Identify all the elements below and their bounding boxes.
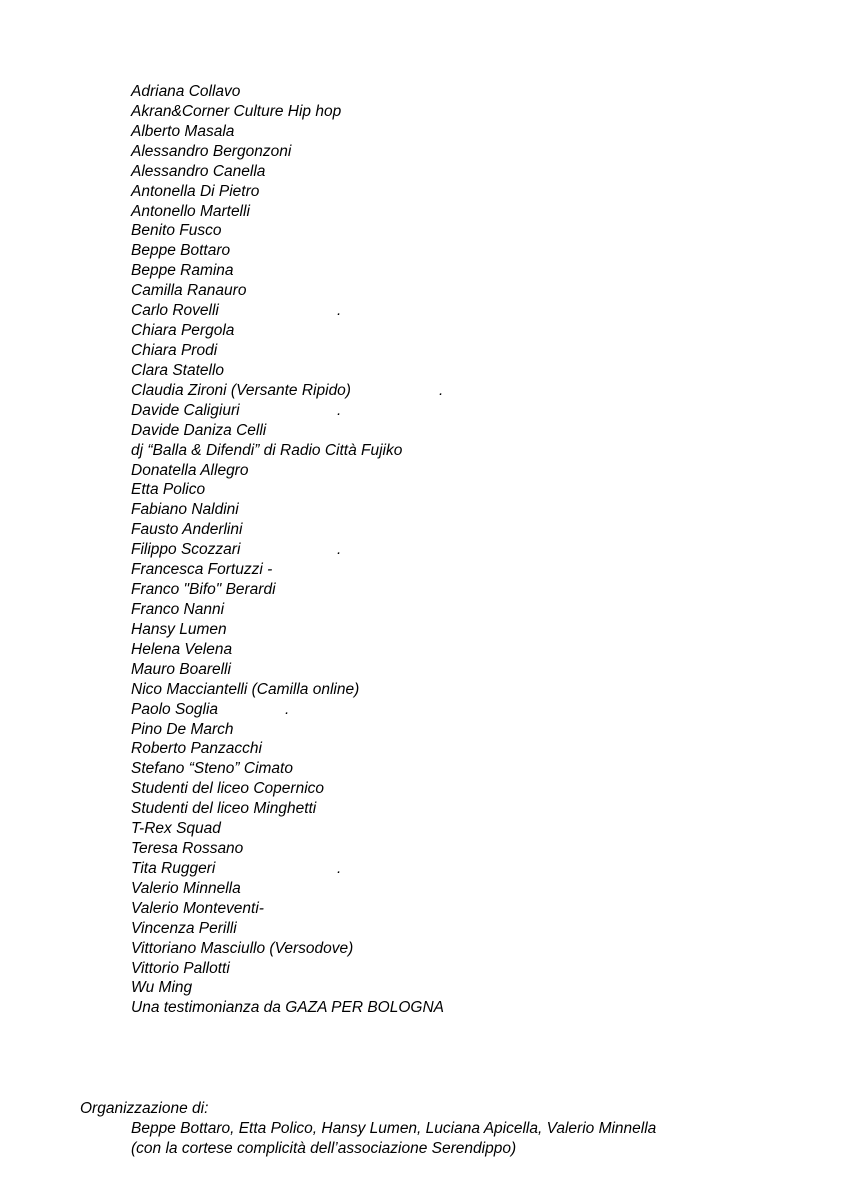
participant-item — [131, 540, 444, 560]
trailing-period: . — [337, 401, 342, 419]
participant-item — [131, 82, 444, 102]
participant-item — [131, 700, 444, 720]
participant-item — [131, 600, 444, 620]
participant-name: Benito Fusco — [131, 222, 222, 240]
participant-item — [131, 919, 444, 939]
participant-item — [131, 401, 444, 421]
participant-item — [131, 480, 444, 500]
trailing-period: . — [439, 381, 444, 399]
organization-block — [131, 1119, 656, 1159]
participant-name: Davide Caligiuri — [131, 401, 240, 419]
participant-item — [131, 281, 444, 301]
participant-item — [131, 182, 444, 202]
participant-name: Fabiano Naldini — [131, 501, 239, 519]
participant-item — [131, 221, 444, 241]
participant-name: Chiara Prodi — [131, 341, 218, 359]
participant-name: Studenti del liceo Minghetti — [131, 800, 317, 818]
participant-name: Paolo Soglia — [131, 700, 219, 718]
participant-name: Antonello Martelli — [131, 202, 250, 220]
participant-name: Carlo Rovelli — [131, 302, 219, 320]
participant-item — [131, 720, 444, 740]
participant-name: Valerio Minnella — [131, 879, 241, 897]
participant-item — [131, 461, 444, 481]
participant-item — [131, 202, 444, 222]
participant-item — [131, 122, 444, 142]
participant-item — [131, 321, 444, 341]
participant-item — [131, 301, 444, 321]
participant-name: Chiara Pergola — [131, 322, 235, 340]
organization-note: (con la cortese complicità dell’associazione Serendippo) — [131, 1140, 517, 1157]
participant-item — [131, 819, 444, 839]
participant-name: Adriana Collavo — [131, 83, 241, 100]
participant-name: Nico Macciantelli (Camilla online) — [131, 680, 360, 698]
participant-name: T-Rex Squad — [131, 820, 221, 838]
participant-name: Studenti del liceo Copernico — [131, 780, 325, 798]
participant-name: Akran&Corner Culture Hip hop — [131, 102, 342, 120]
participant-name: Stefano “Steno” Cimato — [131, 760, 293, 778]
participant-item — [131, 241, 444, 261]
participant-name: Hansy Lumen — [131, 620, 227, 638]
participant-item — [131, 899, 444, 919]
participant-name: Davide Daniza Celli — [131, 421, 267, 439]
participant-name: Vincenza Perilli — [131, 919, 237, 937]
participant-item — [131, 660, 444, 680]
participant-name: Mauro Boarelli — [131, 660, 231, 678]
participant-name: Alessandro Bergonzoni — [131, 142, 292, 160]
organizers-list: Beppe Bottaro, Etta Polico, Hansy Lumen, Luciana Apicella, Valerio Minnella — [131, 1120, 657, 1137]
trailing-period: . — [285, 700, 290, 718]
participant-name: Beppe Ramina — [131, 262, 234, 280]
participant-name: Valerio Monteventi- — [131, 899, 264, 917]
participant-item — [131, 859, 444, 879]
participant-item — [131, 341, 444, 361]
participant-name: Wu Ming — [131, 979, 193, 997]
participant-item — [131, 381, 444, 401]
participant-name: Vittorio Pallotti — [131, 959, 230, 977]
participant-item — [131, 799, 444, 819]
participant-name: Helena Velena — [131, 640, 233, 658]
participant-item — [131, 162, 444, 182]
participant-name: Donatella Allegro — [131, 461, 249, 479]
participant-name: Roberto Panzacchi — [131, 740, 262, 758]
participant-name: Claudia Zironi (Versante Ripido) — [131, 381, 351, 399]
participant-name: Antonella Di Pietro — [131, 182, 260, 200]
participant-item — [131, 959, 444, 979]
participant-item — [131, 680, 444, 700]
participant-item — [131, 640, 444, 660]
participant-name: Clara Statello — [131, 361, 225, 379]
participant-name: Franco "Bifo" Berardi — [131, 581, 276, 599]
participant-item — [131, 142, 444, 162]
participant-item — [131, 580, 444, 600]
participant-name: Francesca Fortuzzi - — [131, 561, 273, 579]
participant-name: Una testimonianza da GAZA PER BOLOGNA — [131, 999, 444, 1017]
participant-item — [131, 998, 444, 1018]
participant-list — [131, 82, 444, 1018]
participant-item — [131, 978, 444, 998]
participant-item — [131, 839, 444, 859]
participant-item — [131, 261, 444, 281]
trailing-period: . — [337, 541, 342, 559]
participant-item — [131, 102, 444, 122]
participant-name: Franco Nanni — [131, 600, 225, 618]
participant-name: Etta Polico — [131, 481, 206, 499]
participant-item — [131, 441, 444, 461]
participant-item — [131, 939, 444, 959]
participant-item — [131, 361, 444, 381]
participant-name: Filippo Scozzari — [131, 541, 241, 559]
participant-name: Beppe Bottaro — [131, 242, 231, 260]
participant-name: Alberto Masala — [131, 122, 235, 140]
participant-name: Teresa Rossano — [131, 840, 244, 858]
participant-item — [131, 779, 444, 799]
trailing-period: . — [337, 859, 342, 877]
participant-item — [131, 520, 444, 540]
participant-name: Tita Ruggeri — [131, 859, 216, 877]
participant-item — [131, 879, 444, 899]
participant-name: dj “Balla & Difendi” di Radio Città Fujiko — [131, 441, 403, 459]
participant-item — [131, 500, 444, 520]
participant-name: Pino De March — [131, 720, 234, 738]
participant-name: Camilla Ranauro — [131, 282, 247, 300]
organization-label: Organizzazione di: — [80, 1100, 209, 1117]
participant-name: Fausto Anderlini — [131, 521, 243, 539]
participant-item — [131, 759, 444, 779]
participant-name: Vittoriano Masciullo (Versodove) — [131, 939, 354, 957]
trailing-period: . — [337, 302, 342, 320]
participant-item — [131, 739, 444, 759]
participant-item — [131, 421, 444, 441]
participant-name: Alessandro Canella — [131, 162, 266, 180]
participant-item — [131, 560, 444, 580]
participant-item — [131, 620, 444, 640]
